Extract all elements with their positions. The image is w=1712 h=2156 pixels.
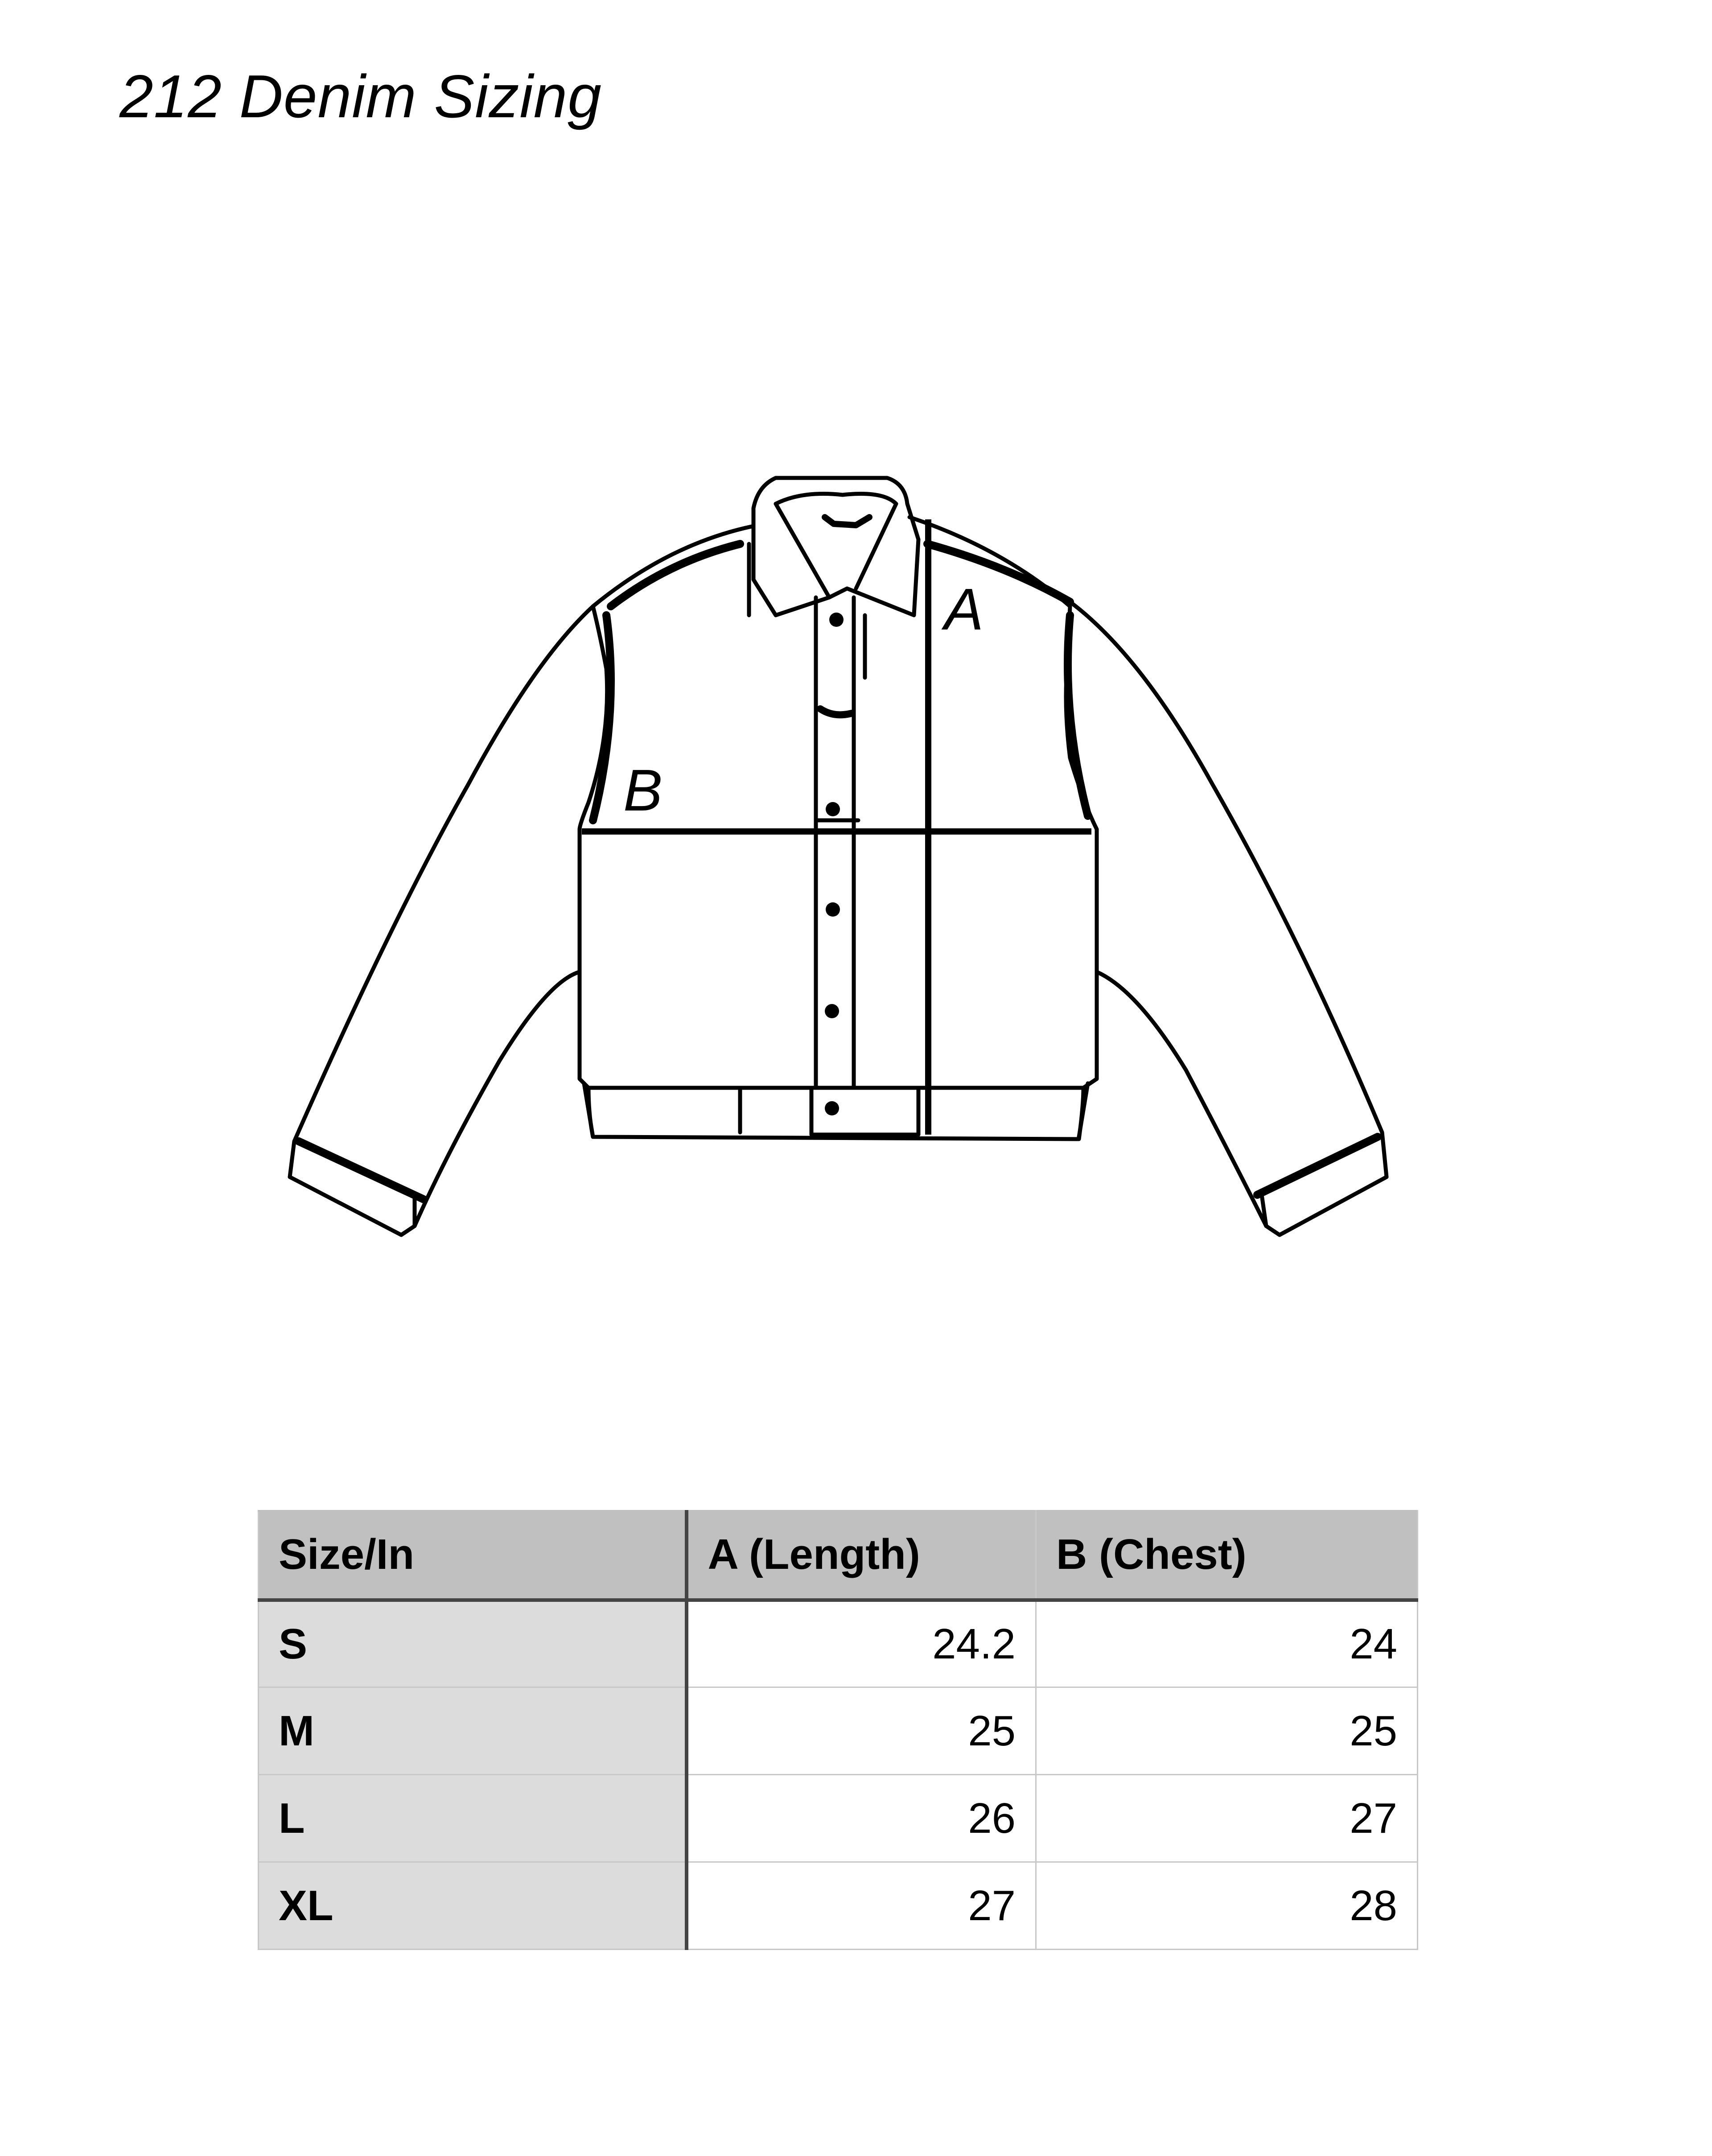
header-size: Size/In — [259, 1511, 687, 1600]
collar-notch — [825, 517, 869, 525]
chest-cell: 27 — [1036, 1775, 1418, 1862]
jacket-buttons — [825, 613, 844, 1115]
size-cell: XL — [259, 1862, 687, 1950]
header-chest: B (Chest) — [1036, 1511, 1418, 1600]
table-row — [259, 1862, 1418, 1950]
chest-cell: 28 — [1036, 1862, 1418, 1950]
chest-cell: 25 — [1036, 1687, 1418, 1775]
table-row — [259, 1687, 1418, 1775]
measure-label-b: B — [623, 757, 663, 823]
length-cell: 27 — [687, 1862, 1036, 1950]
size-cell: S — [259, 1600, 687, 1687]
collar-inner — [776, 494, 896, 589]
chest-cell: 24 — [1036, 1600, 1418, 1687]
size-cell: M — [259, 1687, 687, 1775]
left-sleeve — [290, 606, 593, 1235]
jacket-body — [580, 517, 1097, 1139]
size-table — [258, 1510, 1418, 1950]
collar — [753, 478, 918, 615]
right-sleeve — [1070, 602, 1387, 1235]
page-title: 212 Denim Sizing — [119, 62, 602, 130]
header-length: A (Length) — [687, 1511, 1036, 1600]
size-cell: L — [259, 1775, 687, 1862]
table-row — [259, 1600, 1418, 1687]
length-cell: 26 — [687, 1775, 1036, 1862]
length-cell: 25 — [687, 1687, 1036, 1775]
measure-label-a: A — [944, 576, 984, 642]
table-row — [259, 1775, 1418, 1862]
length-cell: 24.2 — [687, 1600, 1036, 1687]
table-header-row — [259, 1511, 1418, 1600]
